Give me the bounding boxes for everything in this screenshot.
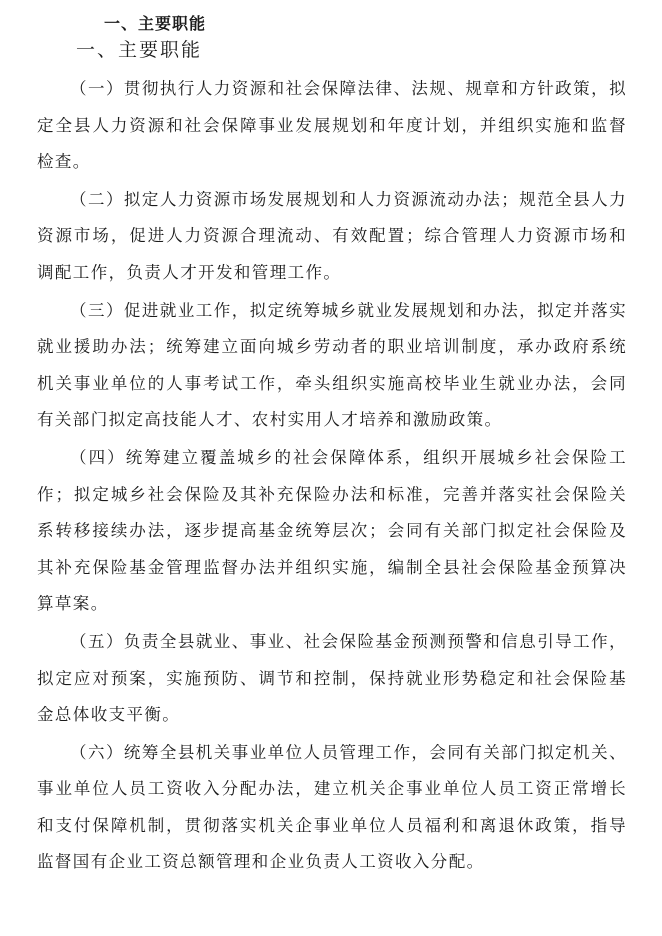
document-body: [37, 71, 627, 882]
section-heading: 一、主要职能: [76, 39, 203, 61]
paragraph-5: （五）负责全县就业、事业、社会保险基金预测预警和信息引导工作，拟定应对预案，实施预防、调节和控制，保持就业形势稳定和社会保险基金总体收支平衡。: [37, 631, 627, 725]
paragraph-2: （二）拟定人力资源市场发展规划和人力资源流动办法；规范全县人力资源市场，促进人力资源合理流动、有效配置；综合管理人力资源市场和调配工作，负责人才开发和管理工作。: [37, 189, 627, 282]
section-heading-bold: 一、主要职能: [104, 14, 207, 33]
paragraph-1: （一）贯彻执行人力资源和社会保障法律、法规、规章和方针政策，拟定全县人力资源和社会保障事业发展规划和年度计划，并组织实施和监督检查。: [37, 79, 627, 172]
paragraph-6: （六）统筹全县机关事业单位人员管理工作，会同有关部门拟定机关、事业单位人员工资收入分配办法，建立机关企事业单位人员工资正常增长和支付保障机制，贯彻落实机关企事业单位人员福利和离退休政策，指导监督国有企业工资总额管理和企业负责人工资收入分配。: [37, 742, 627, 872]
paragraph-4: （四）统筹建立覆盖城乡的社会保障体系，组织开展城乡社会保险工作；拟定城乡社会保险及其补充保险办法和标准，完善并落实社会保险关系转移接续办法，逐步提高基金统筹层次；会同有关部门拟定社会保险及其补充保险基金管理监督办法并组织实施，编制全县社会保险基金预算决算草案。: [37, 447, 627, 614]
paragraph-3: （三）促进就业工作，拟定统筹城乡就业发展规划和办法，拟定并落实就业援助办法；统筹建立面向城乡劳动者的职业培训制度，承办政府系统机关事业单位的人事考试工作，牵头组织实施高校毕业生就业办法，会同有关部门拟定高技能人才、农村实用人才培养和激励政策。: [37, 300, 627, 430]
